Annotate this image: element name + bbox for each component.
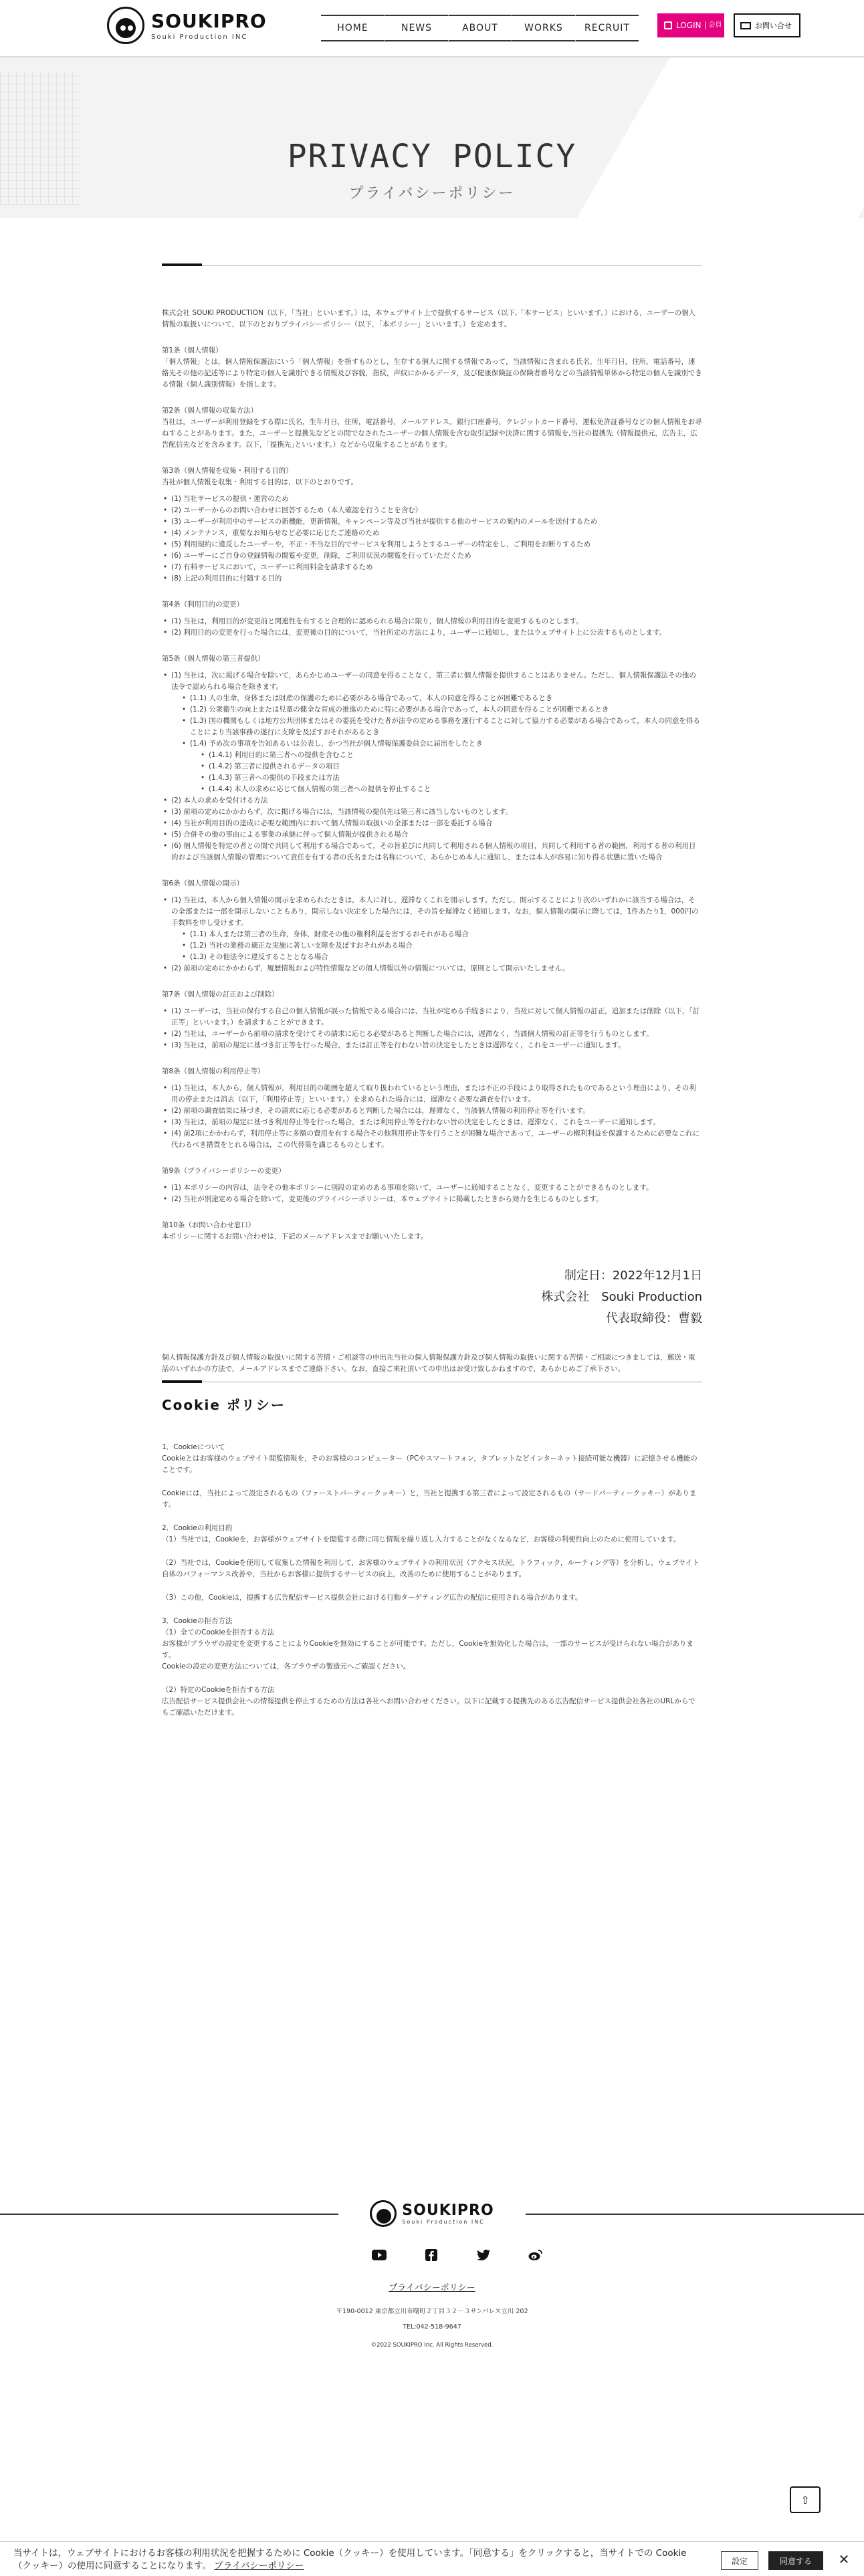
logo-tagline: Souki Production INC (151, 33, 248, 41)
list-item: • (2) 利用目的の変更を行った場合には，変更後の目的について，当社所定の方法により，ユーザーに通知し，またはウェブサイト上に公表するものとします。 (162, 627, 702, 639)
list-item: • (1.4.2) 第三者に提供されるデータの項目 (199, 761, 702, 772)
cookie-para-6a: （1）全てのCookieを拒否する方法 (162, 1628, 275, 1636)
site-header (0, 0, 864, 56)
article-6-list (162, 895, 702, 974)
page-hero (0, 58, 864, 218)
list-item: • (3) ユーザーが利用中のサービスの新機能，更新情報，キャンペーン等及び当社が提供する他のサービスの案内のメールを送付するため (162, 516, 702, 528)
article-1-body: 「個人情報」とは，個人情報保護法にいう「個人情報」を指すものとし，生存する個人に関する情報であって，当該情報に含まれる氏名，生年月日，住所，電話番号，連絡先その他の記述等により特定の個人を識別できる情報及び容貌，指紋，声紋にかかるデータ，及び健康保険証の保険者番号などの当該情報単体から特定の個人を識別できる情報（個人識別情報）を指します。 (162, 358, 702, 389)
article-7-title: 第7条（個人情報の訂正および削除） (162, 990, 279, 998)
footer-logo-wordmark: SOUKIPRO (402, 2202, 494, 2219)
list-item: • (4) 前2項にかかわらず，利用停止等に多額の費用を有する場合その他利用停止等を行うことが困難な場合であって，ユーザーの権利利益を保護するために必要なこれに代わるべき措置をとれる場合は，この代替策を講じるものとします。 (162, 1128, 702, 1151)
back-to-top-button[interactable] (790, 2486, 821, 2513)
social-links (353, 2247, 562, 2263)
footer-tel: TEL:042-518-9647 (403, 2323, 461, 2331)
list-item: • (1.2) 当社の業務の適正な実施に著しい支障を及ぼすおそれがある場合 (181, 940, 702, 952)
article-3-title: 第3条（個人情報を収集・利用する目的） (162, 467, 293, 475)
cookie-para-1: Cookieとはお客様のウェブサイト閲覧情報を，そのお客様のコンピューター（PCやスマートフォン，タブレットなどインターネット接続可能な機器）に記憶させる機能のことです。 (162, 1455, 697, 1474)
cookie-policy-title: Cookie ポリシー (162, 1397, 286, 1413)
article-9-list (162, 1182, 702, 1205)
list-item: • (3) 前項の定めにかかわらず，次に掲げる場合には，当該情報の提供先は第三者に該当しないものとします。 (162, 807, 702, 818)
article-2-body: 当社は，ユーザーが利用登録をする際に氏名，生年月日，住所，電話番号，メールアドレス，銀行口座番号，クレジットカード番号，運転免許証番号などの個人情報をお尋ねすることがあります。また，ユーザーと提携先などとの間でなされたユーザーの個人情報を含む取引記録や決済に関する情報を,当社の提携先（情報提供元，広告主，広告配信先などを含みます。以下，｢提携先｣といいます。）などから収集することがあります。 (162, 418, 702, 449)
lock-icon (664, 21, 672, 29)
login-button[interactable] (657, 13, 724, 37)
article-9-title: 第9条（プライバシーポリシーの変更） (162, 1167, 286, 1175)
list-item: • (2) 前項の定めにかかわらず，履歴情報および特性情報などの個人情報以外の情報については，原則として開示いたしません。 (162, 963, 702, 974)
login-label: LOGIN (676, 21, 701, 30)
list-item: • (4) メンテナンス，重要なお知らせなど必要に応じたご連絡のため (162, 528, 702, 539)
list-item: • (8) 上記の利用目的に付随する目的 (162, 573, 702, 584)
list-item: • (7) 有料サービスにおいて，ユーザーに利用料金を請求するため (162, 562, 702, 573)
cookie-settings-button[interactable]: 設定 (721, 2551, 758, 2570)
list-item: • (1) ユーザーは，当社の保有する自己の個人情報が誤った情報である場合には，当社が定める手続きにより，当社に対して個人情報の訂正，追加または削除（以下，「訂正等」といいます。）を請求することができます。 (162, 1006, 702, 1029)
cookie-para-3: （1）当社では，Cookieを，お客様がウェブサイトを閲覧する際に同じ情報を繰り返し入力することがなくなるなど，お客様の利便性向上のために使用しています。 (162, 1535, 681, 1543)
cookie-para-7a: （2）特定のCookieを拒否する方法 (162, 1686, 275, 1694)
cookie-heading-1: 1．Cookieについて (162, 1443, 225, 1451)
article-8-title: 第8条（個人情報の利用停止等） (162, 1067, 265, 1075)
cookie-para-4: （2）当社では，Cookieを使用して収集した情報を利用して，お客様のウェブサイトの利用状況（アクセス状況，トラフィック，ルーティング等）を分析し，ウェブサイト自体のパフォーマンス改善や，当社からお客様に提供するサービスの向上，改善のために使用することがあります。 (162, 1559, 699, 1578)
list-item: • (1) 当社サービスの提供・運営のため (162, 494, 702, 505)
list-item: • (1.1) 本人または第三者の生命，身体，財産その他の権利利益を害するおそれがある場合 (181, 929, 702, 940)
article-1-title: 第1条（個人情報） (162, 346, 223, 354)
twitter-icon[interactable] (475, 2247, 492, 2263)
article-5-title: 第5条（個人情報の第三者提供） (162, 655, 265, 663)
cookie-para-6c: Cookieの設定の変更方法については，各ブラウザの製造元へご確認ください。 (162, 1662, 411, 1671)
list-item: • (1) 当社は，利用目的が変更前と関連性を有すると合理的に認められる場合に限り，個人情報の利用目的を変更するものとします。 (162, 616, 702, 627)
nav-about[interactable]: ABOUT (448, 15, 512, 41)
article-7-list (162, 1006, 702, 1051)
signature-block (162, 1265, 702, 1329)
list-item: • (3) 当社は，前項の規定に基づき利用停止等を行った場合，または利用停止等を行わない旨の決定をしたときは，遅滞なく，これをユーザーに通知します。 (162, 1117, 702, 1128)
page-title: PRIVACY POLICY (287, 138, 577, 175)
article-3-list (162, 494, 702, 584)
chevron-up-icon: ⇧ (800, 2493, 810, 2506)
list-item: • (1.2) 公衆衛生の向上または児童の健全な育成の推進のために特に必要がある場合であって，本人の同意を得ることが困難であるとき (181, 704, 702, 716)
nav-recruit[interactable]: RECRUIT (575, 15, 639, 41)
list-item: • (2) 本人の求めを受付ける方法 (162, 795, 702, 807)
list-item: • (6) 個人情報を特定の者との間で共同して利用する場合であって，その旨並びに共同して利用される個人情報の項目，共同して利用する者の範囲，利用する者の利用目的および当該個人情報の管理について責任を有する者の氏名または名称について，あらかじめ本人に通知し，または本人が容易に知り得る状態に置いた場合 (162, 841, 702, 863)
nav-home[interactable]: HOME (321, 15, 385, 41)
list-item: • (1.3) 国の機関もしくは地方公共団体またはその委託を受けた者が法令の定める事務を遂行することに対して協力する必要がある場合であって，本人の同意を得ることにより当該事務の遂行に支障を及ぼすおそれがあるとき (181, 716, 702, 738)
nav-works[interactable]: WORKS (512, 15, 575, 41)
cookie-agree-button[interactable]: 同意する (768, 2551, 823, 2570)
list-item: • (5) 利用規約に違反したユーザーや，不正・不当な目的でサービスを利用しようとするユーザーの特定をし，ご利用をお断りするため (162, 539, 702, 550)
youtube-icon[interactable] (371, 2247, 387, 2263)
policy-content (162, 308, 702, 1719)
article-10-body: 本ポリシーに関するお問い合わせは，下記のメールアドレスまでお願いいたします。 (162, 1232, 428, 1241)
site-footer (0, 2187, 864, 2576)
list-item (162, 895, 702, 963)
representative: 代表取締役：曹毅 (606, 1311, 702, 1325)
article-3-body: 当社が個人情報を収集・利用する目的は，以下のとおりです。 (162, 478, 358, 486)
footer-logo-tagline: Souki Production INC (402, 2219, 485, 2225)
site-logo[interactable] (107, 7, 267, 44)
article-2-title: 第2条（個人情報の収集方法） (162, 407, 258, 415)
close-icon[interactable]: ✕ (838, 2551, 850, 2567)
facebook-icon[interactable] (423, 2247, 439, 2263)
list-item: • (1) 当社は，本人から，個人情報が，利用目的の範囲を超えて取り扱われているという理由，または不正の手段により取得されたものであるという理由により，その利用の停止または消去（以下，「利用停止等」といいます。）を求められた場合には，遅滞なく必要な調査を行います。 (162, 1083, 702, 1105)
article-10-title: 第10条（お問い合わせ窓口） (162, 1221, 255, 1229)
cookie-para-7b: 広告配信サービス提供会社への情報提供を停止するための方法は各社へお問い合わせください。以下に記載する提携先のある広告配信サービス提供会社各社のURLからでもご確認いただけます。 (162, 1697, 695, 1717)
cookie-para-2: Cookieには，当社によって設定されるもの（ファーストパーティークッキー）と，当社と提携する第三者によって設定されるもの（サードパーティークッキー）があります。 (162, 1489, 697, 1509)
intro-text: 株式会社 SOUKI PRODUCTION（以下，「当社」といいます。）は，本ウェブサイト上で提供するサービス（以下,「本サービス」といいます。）における，ユーザーの個人情報の取扱いについて，以下のとおりプライバシーポリシー（以下，「本ポリシー」といいます。）を定めます。 (162, 309, 696, 328)
list-item: • (1.1) 人の生命，身体または財産の保護のために必要がある場合であって，本人の同意を得ることが困難であるとき (181, 693, 702, 704)
list-item-text: (1) 当社は，次に掲げる場合を除いて，あらかじめユーザーの同意を得ることなく，第三者に個人情報を提供することはありません。ただし，個人情報保護法その他の法令で認められる場合を除きます。 (171, 671, 696, 691)
cookie-heading-2: 2．Cookieの利用目的 (162, 1524, 233, 1532)
main-nav (321, 15, 639, 41)
list-item: • (4) 当社が利用目的の達成に必要な範囲内において個人情報の取扱いの全部または一部を委託する場合 (162, 818, 702, 829)
established-date: 制定日：2022年12月1日 (564, 1269, 702, 1283)
list-item: • (2) 前項の調査結果に基づき，その請求に応じる必要があると判断した場合には，遅滞なく，当該個人情報の利用停止等を行います。 (162, 1105, 702, 1117)
article-6-title: 第6条（個人情報の開示） (162, 879, 244, 887)
cookie-banner-message: 当サイトは，ウェブサイトにおけるお客様の利用状況を把握するために Cookie（クッキー）を使用しています。「同意する」をクリックすると，当サイトでの Cookie（クッキー）の使用に同意することになります。 (13, 2548, 687, 2571)
logo-wordmark: SOUKIPRO (151, 10, 267, 32)
company-name: 株式会社 Souki Production (541, 1290, 702, 1304)
mail-icon (740, 22, 751, 29)
nav-news[interactable]: NEWS (385, 15, 448, 41)
cookie-consent-banner (0, 2541, 864, 2576)
footer-logo[interactable] (338, 2187, 526, 2240)
list-item (162, 670, 702, 795)
article-5-list (162, 670, 702, 863)
list-item-text: (1.4) 予め次の事項を告知あるいは公表し，かつ当社が個人情報保護委員会に届出をしたとき (190, 740, 483, 748)
contact-label: お問い合せ (755, 21, 792, 30)
list-item-text: (1) 当社は，本人から個人情報の開示を求められたときは，本人に対し，遅滞なくこれを開示します。ただし，開示することにより次のいずれかに該当する場合は，その全部または一部を開示しないこともあり，開示しない決定をした場合には，その旨を遅滞なく通知します。なお，個人情報の開示に際しては，1件あたり1，000円の手数料を申し受けます。 (171, 896, 699, 927)
list-item: • (1) 本ポリシーの内容は，法令その他本ポリシーに別段の定めのある事項を除いて，ユーザーに通知することなく，変更することができるものとします。 (162, 1182, 702, 1194)
login-member-label: 会員 (706, 21, 722, 29)
contact-button[interactable] (734, 13, 800, 37)
logo-mascot-icon (107, 7, 144, 44)
footer-address: 〒190-0012 東京都立川市曙町２丁目３２－３サンパレス立川 202 (336, 2308, 528, 2315)
list-item: • (2) 当社が別途定める場合を除いて，変更後のプライバシーポリシーは，本ウェブサイトに掲載したときから効力を生じるものとします。 (162, 1194, 702, 1205)
footer-copyright: ©2022 SOUKIPRO Inc. All Rights Reserved. (370, 2342, 494, 2349)
list-item: • (1.4.3) 第三者への提供の手段または方法 (199, 772, 702, 784)
cookie-para-5: （3）この他，Cookieは，提携する広告配信サービス提供会社における行動ターゲティング広告の配信に使用される場合があります。 (162, 1594, 582, 1602)
article-4-list (162, 616, 702, 639)
article-8-list (162, 1083, 702, 1151)
cookie-para-6b: お客様がブラウザの設定を変更することによりCookieを無効にすることが可能です。ただし，Cookieを無効化した場合は，一部のサービスが受けられない場合があります。 (162, 1640, 693, 1659)
list-item: • (5) 合併その他の事由による事業の承継に伴って個人情報が提供される場合 (162, 829, 702, 841)
logo-mascot-icon (370, 2200, 397, 2227)
weibo-icon[interactable] (528, 2247, 544, 2263)
cookie-heading-3: 3．Cookieの拒否方法 (162, 1617, 233, 1625)
contact-note: 個人情報保護方針及び個人情報の取扱いに関する苦情・ご相談等の申出先当社の個人情報保護方針及び個人情報の取扱いに関する苦情・ご相談につきましては，郵送・電話のいずれかの方法で，メールアドレスまでご連絡下さい。なお，直接ご来社頂いての申出はお受け致しかねますので，あらかじめご了承下さい。 (162, 1354, 695, 1373)
footer-privacy-link[interactable]: プライバシーポリシー (389, 2283, 475, 2293)
cookie-banner-policy-link[interactable]: プライバシーポリシー (214, 2561, 304, 2571)
list-item: • (6) ユーザーにご自身の登録情報の閲覧や変更，削除，ご利用状況の閲覧を行っていただくため (162, 550, 702, 562)
article-4-title: 第4条（利用目的の変更） (162, 601, 244, 609)
list-item: • (2) ユーザーからのお問い合わせに回答するため（本人確認を行うことを含む） (162, 505, 702, 516)
list-item: • (1.4.1) 利用目的に第三者への提供を含むこと (199, 750, 702, 761)
page-subtitle: プライバシーポリシー (348, 185, 516, 202)
list-item: • (2) 当社は，ユーザーから前項の請求を受けてその請求に応じる必要があると判断した場合には，遅滞なく，当該個人情報の訂正等を行うものとします。 (162, 1029, 702, 1040)
list-item: • (1.3) その他法令に違反することとなる場合 (181, 952, 702, 963)
list-item: • (1.4.4) 本人の求めに応じて個人情報の第三者への提供を停止すること (199, 784, 702, 795)
list-item (181, 738, 702, 795)
cookie-banner-text (13, 2547, 689, 2573)
list-item: • (3) 当社は，前項の規定に基づき訂正等を行った場合，または訂正等を行わない旨の決定をしたときは遅滞なく，これをユーザーに通知します。 (162, 1040, 702, 1051)
